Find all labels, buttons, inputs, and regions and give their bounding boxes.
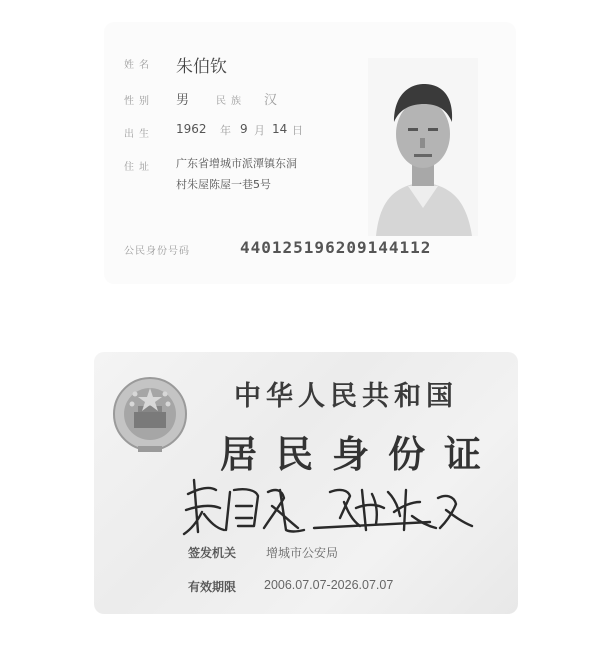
- birth-day-unit: 日: [292, 124, 303, 137]
- portrait-photo: [368, 58, 478, 236]
- handwritten-signature: [180, 472, 480, 542]
- id-number-label: 公民身份号码: [124, 246, 190, 257]
- validity-label: 有效期限: [188, 580, 237, 594]
- address-line-1: 广东省增城市派潭镇东洞: [176, 157, 297, 170]
- card-title: 居民身份证: [220, 432, 500, 476]
- sex-label: 性别: [124, 96, 154, 107]
- issuing-authority-value: 增城市公安局: [266, 546, 339, 560]
- id-card-back: [94, 352, 518, 614]
- id-number: 440125196209144112: [240, 238, 432, 257]
- ethnicity-value: 汉: [264, 93, 278, 108]
- national-emblem-icon: [112, 372, 188, 458]
- id-card-front: [104, 22, 516, 284]
- validity-value: 2006.07.07-2026.07.07: [264, 578, 394, 592]
- birth-year-unit: 年: [220, 124, 231, 137]
- address-label: 住址: [124, 162, 154, 173]
- name-value: 朱伯钦: [176, 57, 227, 77]
- issuing-authority-label: 签发机关: [188, 546, 237, 560]
- ethnicity-label: 民族: [216, 96, 246, 107]
- birth-label: 出生: [124, 129, 154, 140]
- country-name: 中华人民共和国: [234, 381, 458, 412]
- birth-day: 14: [272, 122, 288, 136]
- address-line-2: 村朱屋陈屋一巷5号: [176, 178, 271, 191]
- name-label: 姓名: [124, 60, 154, 71]
- birth-month: 9: [240, 122, 248, 136]
- birth-year: 1962: [176, 122, 207, 136]
- birth-month-unit: 月: [254, 124, 265, 137]
- sex-value: 男: [176, 93, 190, 108]
